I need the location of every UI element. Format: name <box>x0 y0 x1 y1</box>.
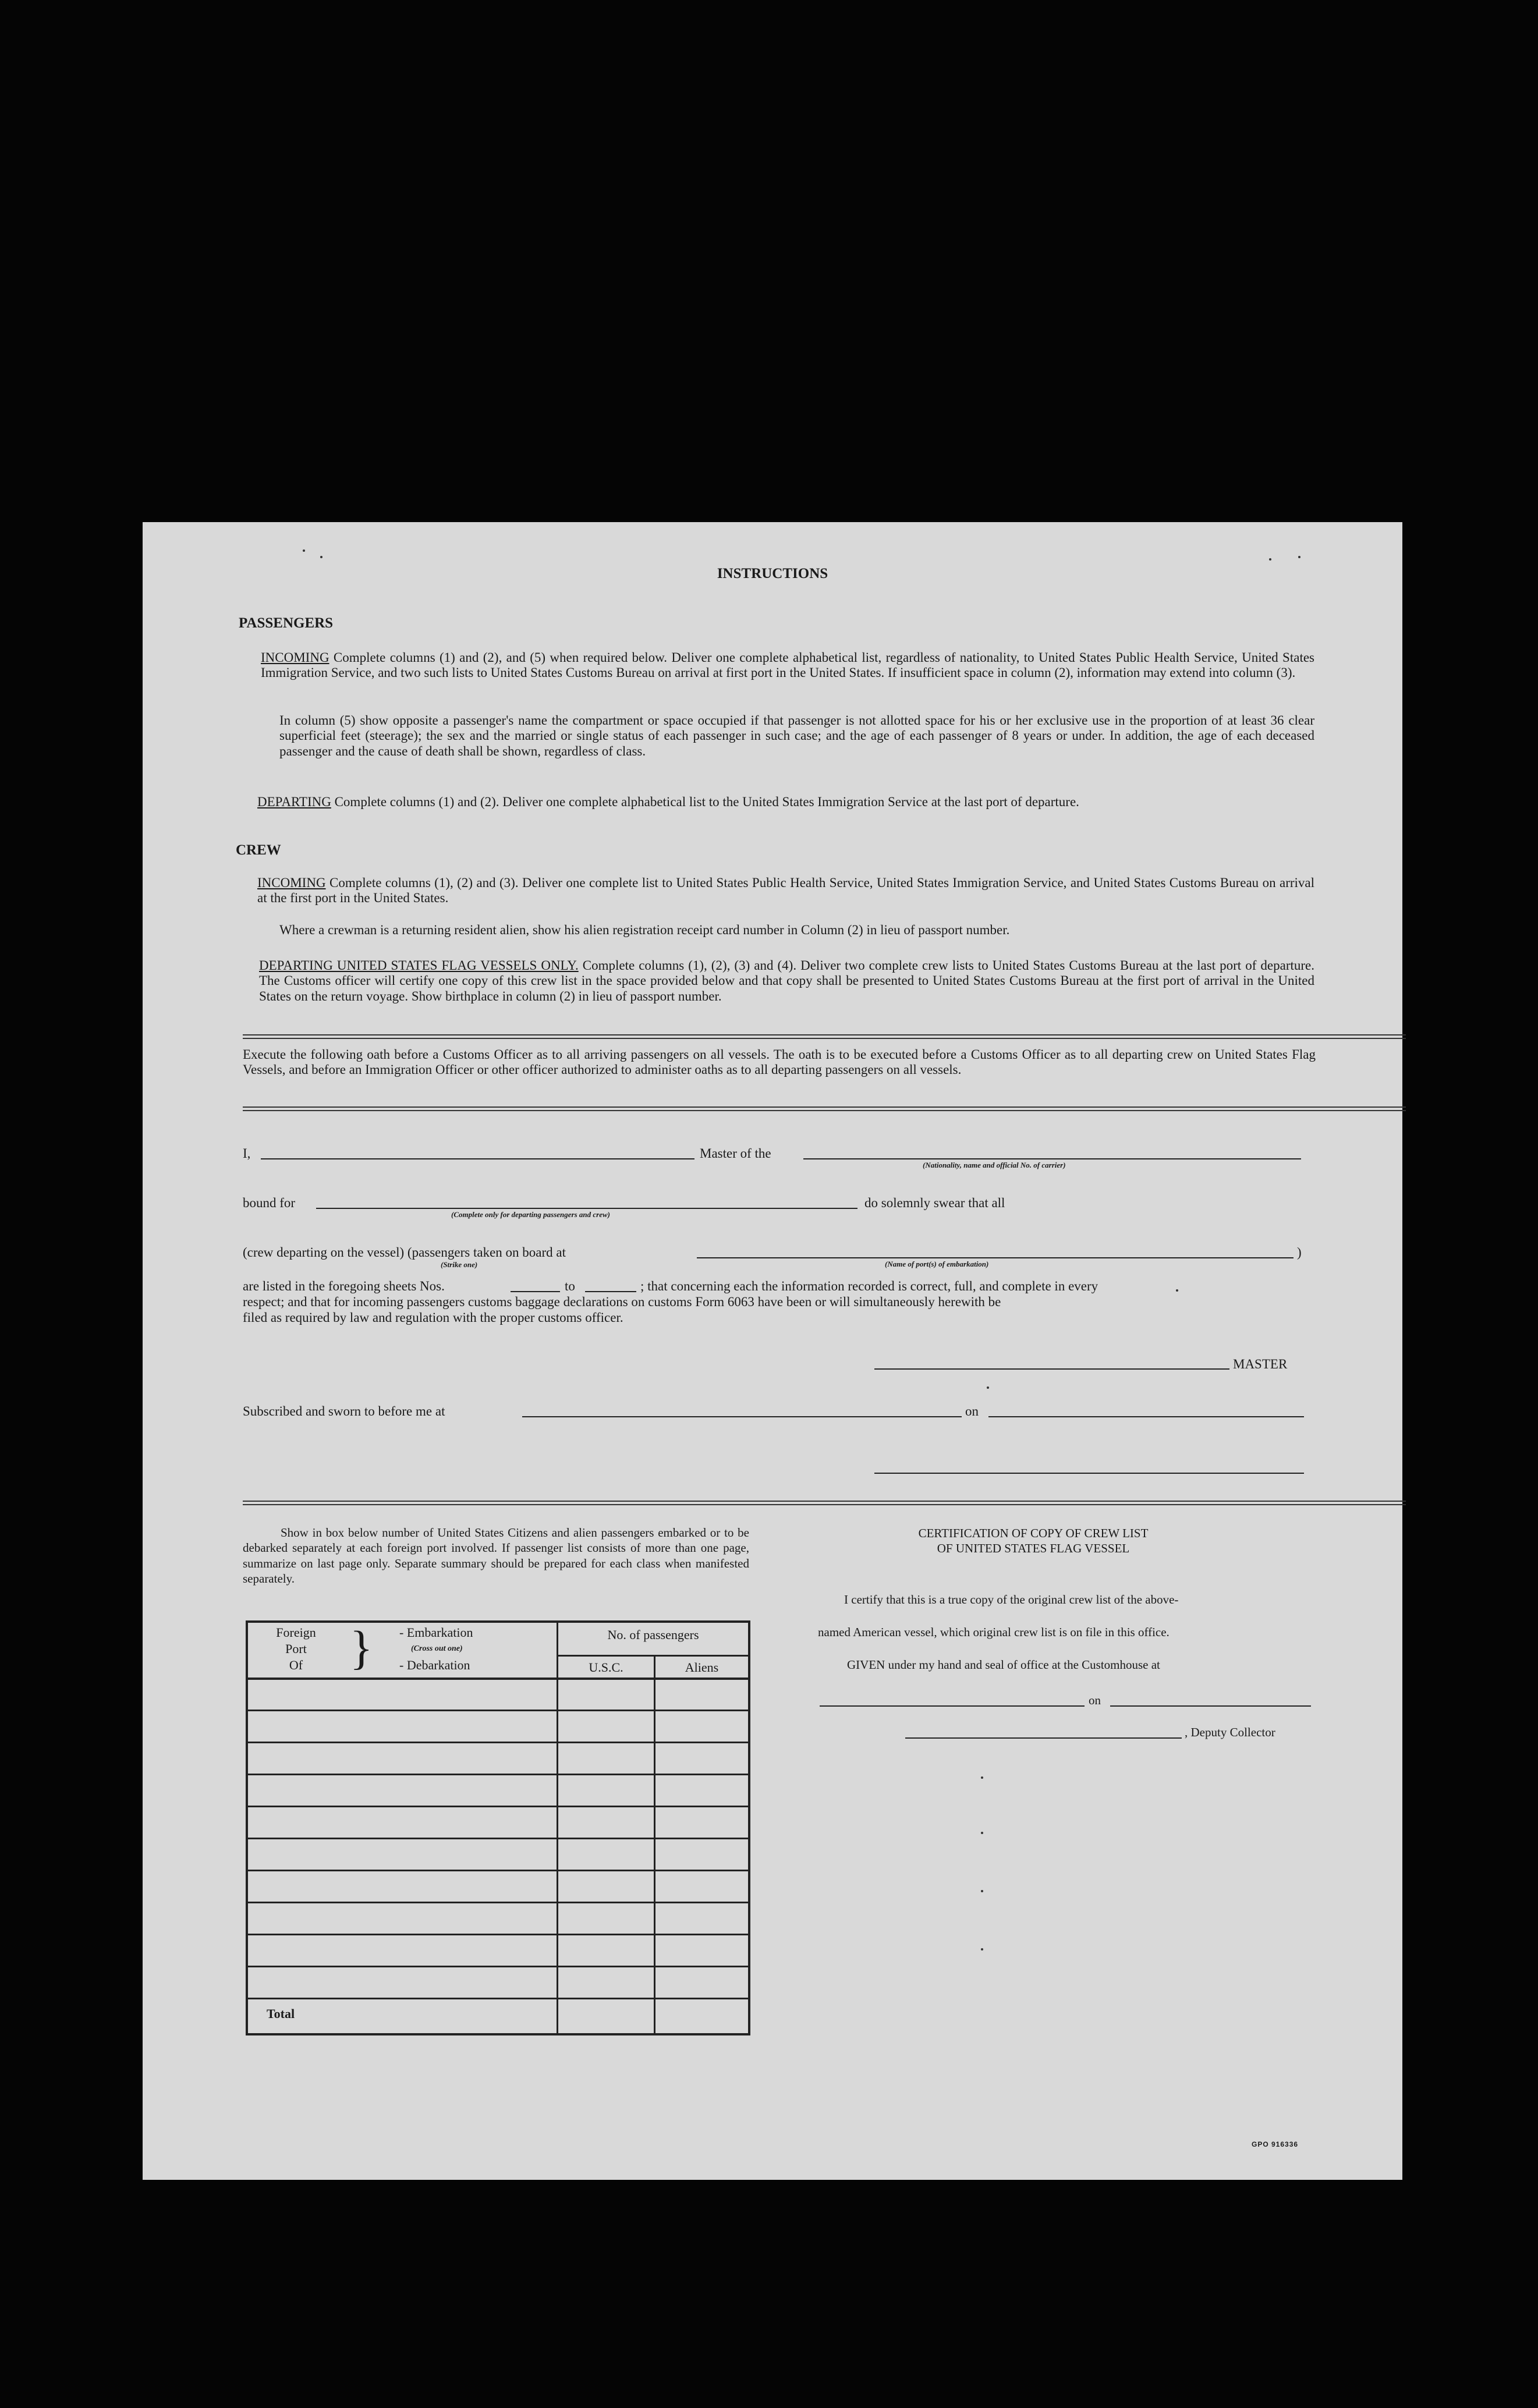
scan-speck <box>1298 556 1300 558</box>
subscribed-label: Subscribed and sworn to before me at <box>243 1404 445 1418</box>
crew-departing-label: DEPARTING UNITED STATES FLAG VESSELS ONLY. <box>259 958 579 973</box>
total-label: Total <box>267 2006 295 2021</box>
deputy-collector-label: , Deputy Collector <box>1185 1725 1275 1739</box>
crew-incoming-label: INCOMING <box>257 875 326 890</box>
foreign-label: Foreign <box>276 1625 316 1640</box>
oath-i-label: I, <box>243 1146 251 1161</box>
aliens-header: Aliens <box>685 1660 719 1675</box>
strike-caption: (Strike one) <box>441 1260 478 1269</box>
crew-resident-paragraph: Where a crewman is a returning resident alien, show his alien registration receipt card number in Column (2) in lieu of passport number. <box>279 923 1010 937</box>
deputy-signature-field[interactable] <box>905 1737 1182 1739</box>
table-row <box>248 1870 748 1871</box>
no-passengers-header: No. of passengers <box>607 1627 699 1642</box>
passengers-departing-text: Complete columns (1) and (2). Deliver one complete alphabetical list to the United States Immigration Service at the last port of departure. <box>334 795 1079 809</box>
section-divider <box>243 1107 1406 1111</box>
certification-on-label: on <box>1089 1693 1101 1707</box>
cross-out-caption: (Cross out one) <box>411 1644 463 1653</box>
master-name-field[interactable] <box>261 1158 694 1159</box>
summary-instructions: Show in box below number of United States Citizens and alien passengers embarked or to be debarked separately at each foreign port involved. If passenger list consists of more than one page, summarize on last page only. Separate summary should be prepared for each class when manifested separately. <box>243 1526 749 1586</box>
scan-speck <box>1176 1289 1178 1292</box>
column-divider <box>557 1623 558 2033</box>
scan-speck <box>981 1890 983 1892</box>
debarkation-label: - Debarkation <box>399 1658 470 1672</box>
officer-signature-field[interactable] <box>874 1473 1304 1474</box>
passengers-departing-paragraph <box>257 795 1314 810</box>
certification-title-2: OF UNITED STATES FLAG VESSEL <box>937 1541 1130 1555</box>
page-title: INSTRUCTIONS <box>717 566 828 581</box>
certification-date-field[interactable] <box>1110 1705 1311 1707</box>
bound-for-caption: (Complete only for departing passengers and crew) <box>451 1210 610 1219</box>
bound-for-field[interactable] <box>316 1208 857 1209</box>
table-row <box>248 1966 748 1967</box>
master-of-the-label: Master of the <box>700 1146 771 1161</box>
form-code: GPO 916336 <box>1252 2140 1299 2148</box>
table-row <box>248 1742 748 1743</box>
close-paren: ) <box>1297 1245 1302 1260</box>
sworn-on-label: on <box>965 1404 979 1418</box>
crew-departing-paragraph <box>259 958 1314 1004</box>
scan-speck <box>303 549 305 552</box>
sworn-location-field[interactable] <box>522 1416 962 1417</box>
header-divider <box>558 1655 748 1657</box>
passengers-incoming-label: INCOMING <box>261 650 329 665</box>
form-page <box>143 522 1402 2180</box>
oath-instructions: Execute the following oath before a Customs Officer as to all arriving passengers on all vessels. The oath is to be executed before a Customs Officer as to all departing crew on United States Flag Vessels, and before an Immigration Officer or other officer authorized to administer oaths as to all departing passengers on all vessels. <box>243 1047 1316 1077</box>
table-row <box>248 1838 748 1839</box>
port-caption: (Name of port(s) of embarkation) <box>885 1260 989 1268</box>
section-divider <box>243 1501 1406 1505</box>
swear-text: do solemnly swear that all <box>864 1196 1005 1210</box>
table-row <box>248 1902 748 1903</box>
listed-prefix: are listed in the foregoing sheets Nos. <box>243 1279 445 1293</box>
passengers-heading: PASSENGERS <box>239 615 334 631</box>
bound-for-label: bound for <box>243 1196 296 1210</box>
table-row <box>248 1998 748 1999</box>
passengers-column5-paragraph: In column (5) show opposite a passenger's name the compartment or space occupied if that passenger is not allotted space for his or her exclusive use in the proportion of at least 36 clear superficial feet (steerage); the sex and the married or single status of each passenger in such case; and the age of each passenger of 8 years or under. In addition, the age of each deceased passenger and the cause of death shall be shown, regardless of class. <box>279 713 1314 758</box>
embarkation-label: - Embarkation <box>399 1625 473 1640</box>
embarkation-port-field[interactable] <box>697 1257 1294 1258</box>
scan-speck <box>981 1832 983 1834</box>
certification-title-1: CERTIFICATION OF COPY OF CREW LIST <box>918 1526 1149 1540</box>
scan-speck <box>987 1386 989 1389</box>
customhouse-field[interactable] <box>820 1705 1085 1707</box>
master-label: MASTER <box>1233 1357 1288 1371</box>
certification-line-3: GIVEN under my hand and seal of office at the Customhouse at <box>847 1658 1160 1672</box>
crew-incoming-text: Complete columns (1), (2) and (3). Deliver one complete list to United States Public Health Service, United States Immigration Service, and United States Customs Bureau on arrival at the first port in the United States. <box>257 875 1315 906</box>
carrier-field[interactable] <box>803 1158 1301 1159</box>
port-label: Port <box>285 1641 307 1656</box>
table-row <box>248 1934 748 1935</box>
section-divider <box>243 1034 1406 1039</box>
certification-line-1: I certify that this is a true copy of the original crew list of the above- <box>844 1593 1179 1606</box>
carrier-caption: (Nationality, name and official No. of carrier) <box>923 1161 1066 1169</box>
crew-incoming-paragraph <box>257 875 1314 906</box>
table-row <box>248 1774 748 1775</box>
listed-text-3: filed as required by law and regulation with the proper customs officer. <box>243 1310 623 1325</box>
header-bottom-rule <box>248 1678 748 1680</box>
scan-speck <box>981 1948 983 1950</box>
to-label: to <box>565 1279 575 1293</box>
certification-line-2: named American vessel, which original crew list is on file in this office. <box>818 1625 1170 1639</box>
sheet-from-field[interactable] <box>511 1291 560 1292</box>
scan-speck <box>981 1776 983 1779</box>
passengers-incoming-paragraph <box>261 650 1314 681</box>
brace-glyph: } <box>350 1621 373 1674</box>
sheet-to-field[interactable] <box>585 1291 636 1292</box>
usc-header: U.S.C. <box>589 1660 623 1675</box>
listed-text-2: respect; and that for incoming passengers customs baggage declarations on customs Form 6063 have been or will simultaneously herewith be <box>243 1295 1001 1309</box>
of-label: Of <box>289 1658 303 1672</box>
passengers-incoming-text: Complete columns (1) and (2), and (5) when required below. Deliver one complete alphabetical list, regardless of nationality, to United States Public Health Service, United States Immigration Service, and two such lists to United States Customs Bureau on arrival at first port in the United States. If insufficient space in column (2), information may extend into column (3). <box>261 650 1314 680</box>
table-row <box>248 1806 748 1807</box>
table-row <box>248 1710 748 1711</box>
column-divider <box>654 1657 655 2033</box>
crew-heading: CREW <box>236 842 281 858</box>
passengers-departing-label: DEPARTING <box>257 795 331 809</box>
passenger-summary-table <box>246 1620 750 2035</box>
scan-speck <box>1269 558 1271 561</box>
master-signature-field[interactable] <box>874 1368 1229 1370</box>
sworn-date-field[interactable] <box>988 1416 1304 1417</box>
crew-passengers-text: (crew departing on the vessel) (passengers taken on board at <box>243 1245 566 1260</box>
crew-departing-text: Complete columns (1), (2), (3) and (4). Deliver two complete crew lists to United States Customs Bureau at the last port of departure. The Customs officer will certify one copy of this crew list in the space provided below and that copy shall be presented to United States Customs Bureau at the first port of arrival in the United States on the return voyage. Show birthplace in column (2) in lieu of passport number. <box>259 958 1315 1003</box>
scan-speck <box>320 556 323 558</box>
listed-rest: ; that concerning each the information recorded is correct, full, and complete in every <box>640 1279 1098 1293</box>
